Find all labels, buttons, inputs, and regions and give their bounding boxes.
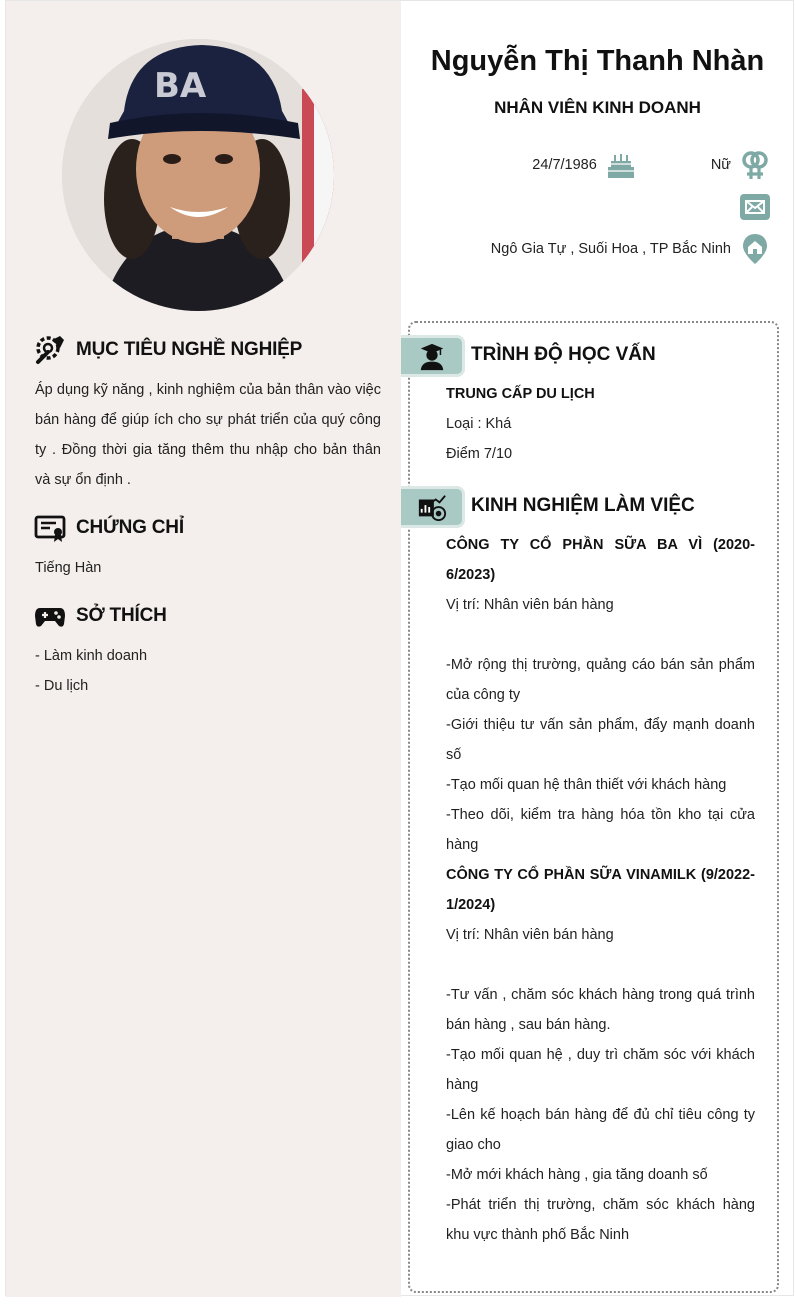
objective-text: Áp dụng kỹ năng , kinh nghiệm của bản thân vào việc bán hàng để giúp ích cho sự phát triển của quý công ty . Đồng thời gia tăng thêm thu nhập cho bản thân và sự ổn định . xyxy=(35,382,381,488)
svg-text:BA: BA xyxy=(154,66,207,106)
graduate-icon xyxy=(417,341,447,371)
female-gender-icon xyxy=(739,149,771,181)
job-duty: -Mở mới khách hàng , gia tăng doanh số xyxy=(446,1167,708,1183)
email-icon xyxy=(739,191,771,223)
certificate-text: Tiếng Hàn xyxy=(35,560,102,576)
education-title: TRÌNH ĐỘ HỌC VẤN xyxy=(471,344,656,365)
profile-photo xyxy=(62,39,334,311)
education-score: Điểm 7/10 xyxy=(446,446,513,462)
job-duty: -Lên kế hoạch bán hàng để đủ chỉ tiêu công ty giao cho xyxy=(446,1107,755,1153)
address-row xyxy=(491,233,771,265)
address: Ngô Gia Tự , Suối Hoa , TP Bắc Ninh xyxy=(490,241,731,257)
objective-heading xyxy=(34,334,302,366)
wrench-gear-icon xyxy=(34,334,66,366)
birth-gender-row xyxy=(532,149,771,181)
job-duty: -Tạo mối quan hệ thân thiết với khách hàng xyxy=(446,777,727,793)
job-company: CÔNG TY CỔ PHẦN SỮA BA VÌ (2020-6/2023) xyxy=(446,537,755,583)
experience-body xyxy=(446,530,755,1250)
gamepad-icon xyxy=(34,600,66,632)
job-position: Vị trí: Nhân viên bán hàng xyxy=(446,597,614,613)
job-duty: -Phát triển thị trường, chăm sóc khách hàng khu vực thành phố Bắc Ninh xyxy=(446,1197,755,1243)
chart-target-icon xyxy=(417,492,447,522)
birthdate: 24/7/1986 xyxy=(532,157,597,173)
certificate-icon xyxy=(34,512,66,544)
gender: Nữ xyxy=(710,157,731,173)
job-position: Vị trí: Nhân viên bán hàng xyxy=(446,927,614,943)
education-body xyxy=(446,379,755,469)
left-column xyxy=(6,1,401,1297)
hobby-title: SỞ THÍCH xyxy=(76,605,167,626)
job-duty: -Theo dõi, kiểm tra hàng hóa tồn kho tại cửa hàng xyxy=(446,807,755,853)
avatar-portrait xyxy=(62,39,334,311)
job-duty: -Mở rộng thị trường, quảng cáo bán sản phẩm của công ty xyxy=(446,657,755,703)
candidate-role: NHÂN VIÊN KINH DOANH xyxy=(494,98,701,117)
experience-tab xyxy=(401,486,465,528)
education-school: TRUNG CẤP DU LỊCH xyxy=(446,386,595,402)
job-company: CÔNG TY CỔ PHẦN SỮA VINAMILK (9/2022-1/2024) xyxy=(446,867,755,913)
cv-page xyxy=(5,0,794,1296)
education-grade: Loại : Khá xyxy=(446,416,512,432)
certificate-title: CHỨNG CHỈ xyxy=(76,517,184,538)
job-duty: -Tạo mối quan hệ , duy trì chăm sóc với khách hàng xyxy=(446,1047,755,1093)
email-row xyxy=(731,191,771,223)
job-duty: -Giới thiệu tư vấn sản phẩm, đẩy mạnh doanh số xyxy=(446,717,755,763)
hobby-item: - Du lịch xyxy=(35,678,89,694)
experience-title: KINH NGHIỆM LÀM VIỆC xyxy=(471,495,695,516)
certificate-heading xyxy=(34,512,184,544)
location-home-icon xyxy=(739,233,771,265)
objective-title: MỤC TIÊU NGHỀ NGHIỆP xyxy=(76,339,303,360)
education-tab xyxy=(401,335,465,377)
birthday-cake-icon xyxy=(605,149,637,181)
hobby-item: - Làm kinh doanh xyxy=(35,648,148,664)
hobby-heading xyxy=(34,600,167,632)
job-duty: -Tư vấn , chăm sóc khách hàng trong quá trình bán hàng , sau bán hàng. xyxy=(446,987,755,1033)
hobby-list xyxy=(35,641,381,701)
candidate-name: Nguyễn Thị Thanh Nhàn xyxy=(430,45,765,77)
